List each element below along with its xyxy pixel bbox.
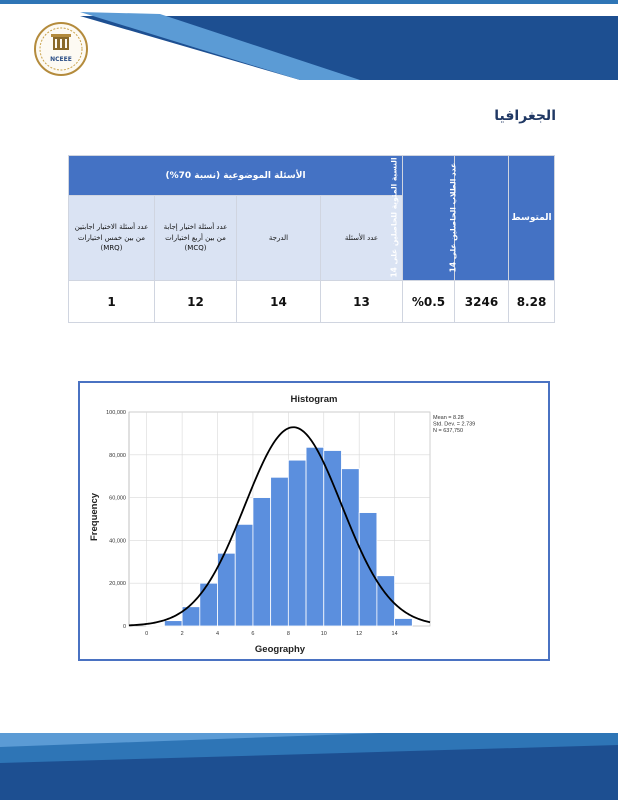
logo-text: NCEEE bbox=[50, 56, 72, 63]
objective-questions-header bbox=[69, 156, 403, 196]
histogram-bar bbox=[147, 625, 165, 626]
stats-label: Mean = 8.28 bbox=[433, 415, 464, 421]
average-header bbox=[509, 156, 555, 281]
header-top-line bbox=[0, 0, 618, 4]
histogram-svg bbox=[80, 383, 548, 659]
x-tick-label: 12 bbox=[356, 631, 363, 637]
histogram-bar bbox=[359, 513, 377, 626]
y-tick-label: 40,000 bbox=[109, 538, 126, 545]
histogram-bar bbox=[288, 460, 306, 626]
percent-header-label: النسبة المئوية للحاصلين على 14 bbox=[389, 157, 399, 278]
histogram-chart bbox=[78, 381, 550, 661]
x-tick-label: 2 bbox=[180, 631, 184, 637]
grade-subheader-label: الدرجة bbox=[268, 233, 289, 242]
histogram-bar bbox=[164, 621, 182, 626]
percent-value: %0.5 bbox=[403, 281, 455, 323]
mcq-value: 12 bbox=[155, 281, 237, 323]
y-tick-label: 0 bbox=[122, 624, 126, 630]
histogram-bar bbox=[200, 583, 218, 626]
x-axis-label: Geography bbox=[254, 644, 306, 655]
mcq-subheader bbox=[155, 196, 237, 281]
table-row bbox=[69, 281, 555, 323]
mrq-value: 1 bbox=[69, 281, 155, 323]
x-tick-label: 10 bbox=[320, 631, 327, 637]
x-tick-label: 0 bbox=[145, 631, 149, 637]
grade-subheader bbox=[237, 196, 321, 281]
students-header-label: عدد الطلاب الحاصلين على 14 bbox=[448, 162, 458, 273]
x-tick-label: 14 bbox=[391, 631, 398, 637]
histogram-bar bbox=[271, 477, 289, 626]
x-tick-label: 8 bbox=[286, 631, 290, 637]
y-axis-label: Frequency bbox=[89, 492, 100, 542]
questions-value: 13 bbox=[321, 281, 403, 323]
histogram-bar bbox=[395, 619, 413, 626]
section-title: الجغرافيا bbox=[494, 108, 556, 124]
nceee-logo bbox=[34, 22, 88, 76]
chart-title: Histogram bbox=[290, 394, 338, 405]
average-header-label: المتوسط bbox=[511, 213, 552, 223]
logo-emblem-icon bbox=[36, 24, 86, 74]
table-header-row bbox=[69, 156, 555, 196]
students-value: 3246 bbox=[455, 281, 509, 323]
stats-table bbox=[68, 155, 555, 323]
histogram-bar bbox=[306, 447, 324, 626]
histogram-bar bbox=[324, 451, 342, 626]
histogram-bar bbox=[235, 524, 253, 626]
stats-label: Std. Dev. = 2.739 bbox=[433, 421, 476, 428]
x-tick-label: 4 bbox=[215, 631, 220, 637]
stats-label: N = 637,750 bbox=[433, 428, 464, 435]
x-tick-label: 6 bbox=[251, 631, 255, 637]
average-value: 8.28 bbox=[509, 281, 555, 323]
y-tick-label: 20,000 bbox=[109, 581, 126, 588]
header-band bbox=[0, 0, 618, 80]
chart-plot bbox=[106, 410, 475, 637]
mcq-subheader-label: عدد أسئلة اختيار إجابة من بين أربع اختيارات (MCQ) bbox=[163, 223, 228, 253]
students-header bbox=[448, 156, 509, 281]
y-tick-label: 60,000 bbox=[109, 495, 126, 502]
questions-subheader-label: عدد الأسئلة bbox=[344, 233, 379, 242]
histogram-bar bbox=[341, 469, 359, 626]
grade-value: 14 bbox=[237, 281, 321, 323]
y-tick-label: 100,000 bbox=[106, 410, 126, 416]
mrq-subheader bbox=[69, 196, 155, 281]
objective-questions-label: الأسئلة الموضوعية (نسبة 70%) bbox=[165, 170, 306, 181]
footer-band bbox=[0, 733, 618, 800]
y-tick-label: 80,000 bbox=[109, 452, 126, 459]
mrq-subheader-label: عدد أسئلة الاختيار اجابتين من بين خمس اختيارات (MRQ) bbox=[74, 223, 149, 253]
histogram-bar bbox=[253, 498, 271, 626]
